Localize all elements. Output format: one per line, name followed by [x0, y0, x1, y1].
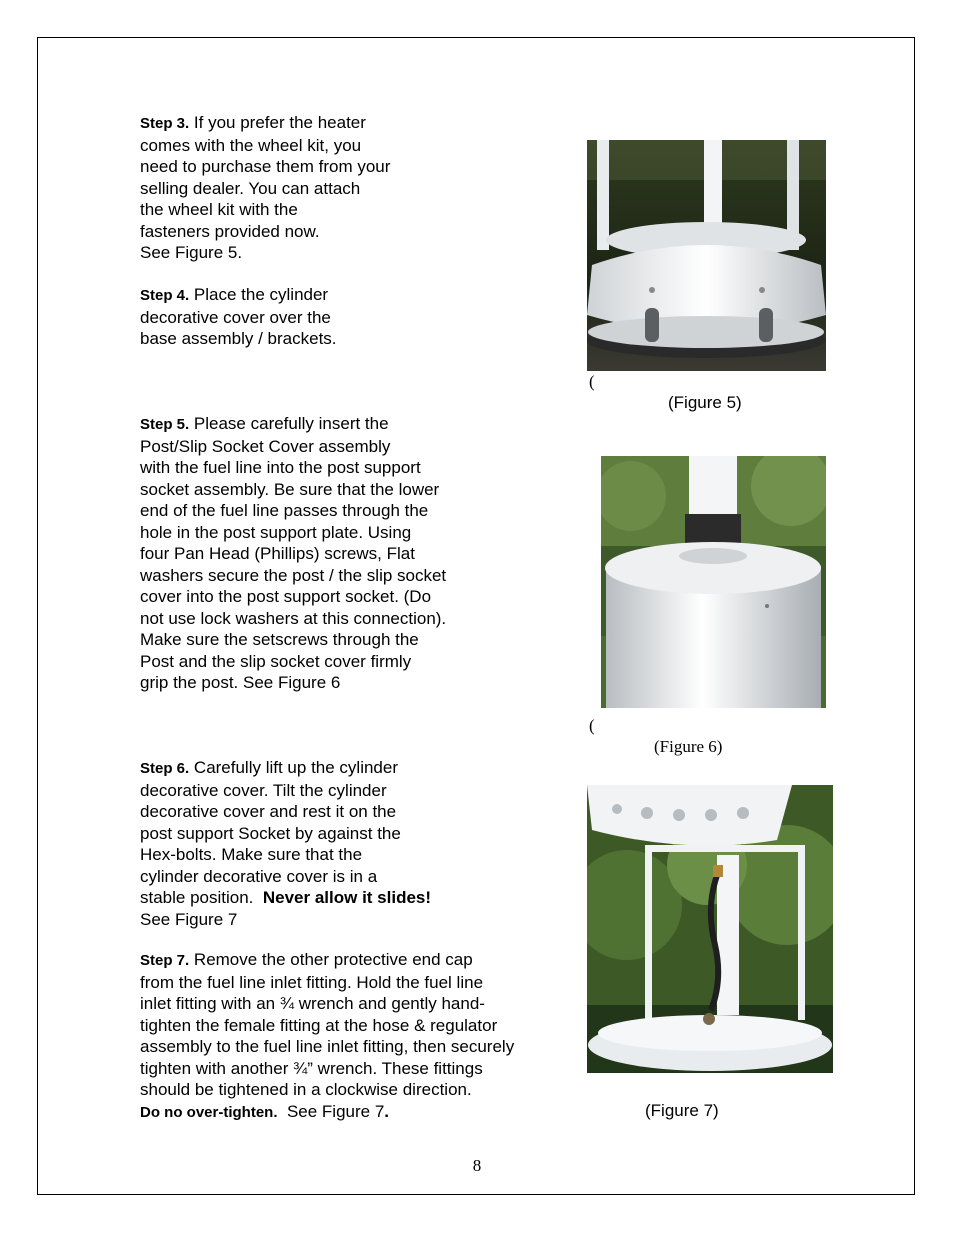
step-6-line-7: stable position. [140, 888, 263, 907]
figure-7-caption: (Figure 7) [645, 1101, 719, 1120]
step-7-line-6: tighten with another ¾” wrench. These fittings [140, 1058, 483, 1078]
step-7-line-5: assembly to the fuel line inlet fitting, then securely [140, 1037, 515, 1056]
figure-5-stray-mark: ( [589, 372, 595, 391]
step-6-line-4: post support Socket by against the [140, 823, 401, 843]
step-5-label: Step 5. [140, 416, 190, 433]
step-5-line-6: hole in the post support plate. Using [140, 522, 412, 542]
step-5-line-7: four Pan Head (Phillips) screws, Flat [140, 544, 415, 563]
step-5-line-13: grip the post. See Figure 6 [140, 673, 341, 692]
step-7-text [140, 949, 514, 1123]
step-6-line-5: Hex-bolts. Make sure that the [140, 845, 363, 864]
step-3-line-4: selling dealer. You can attach [140, 178, 361, 198]
step-7-line-8: See Figure 7 [277, 1101, 385, 1121]
step-5-line-2: Post/Slip Socket Cover assembly [140, 436, 391, 456]
step-3-line-3: need to purchase them from your [140, 157, 391, 176]
step-5-line-9: cover into the post support socket. (Do [140, 587, 432, 606]
step-5-line-1: Please carefully insert the [189, 414, 389, 433]
page-number: 8 [472, 1156, 482, 1175]
step-5-line-12: Post and the slip socket cover firmly [140, 651, 412, 671]
step-7-label: Step 7. [140, 952, 190, 969]
step-4-label: Step 4. [140, 287, 190, 304]
step-4-line-3: base assembly / brackets. [140, 329, 337, 348]
figure-6-photo [601, 456, 826, 708]
step-6-line-6: cylinder decorative cover is in a [140, 866, 378, 886]
step-3-line-6: fasteners provided now. [140, 221, 320, 241]
step-6-label: Step 6. [140, 760, 190, 777]
step-4-line-1: Place the cylinder [189, 285, 329, 304]
step-5-line-3: with the fuel line into the post support [140, 458, 421, 477]
step-4-line-2: decorative cover over the [140, 307, 331, 327]
step-3-label: Step 3. [140, 115, 190, 132]
step-3-line-2: comes with the wheel kit, you [140, 135, 362, 155]
step-7-line-3: inlet fitting with an ¾ wrench and gently hand- [140, 994, 485, 1013]
step-4-text [140, 284, 337, 350]
step-7-line-1: Remove the other protective end cap [189, 950, 473, 969]
step-7-warning: Do no over-tighten. [140, 1103, 278, 1121]
step-5-text [140, 413, 446, 694]
step-7-period: . [384, 1101, 390, 1121]
step-7-line-4: tighten the female fitting at the hose & regulator [140, 1015, 498, 1035]
step-7-line-2: from the fuel line inlet fitting. Hold the fuel line [140, 972, 484, 992]
figure-6-stray-mark: ( [589, 716, 595, 735]
step-5-line-8: washers secure the post / the slip socket [140, 565, 447, 585]
step-3-line-7: See Figure 5. [140, 243, 243, 262]
step-3-line-5: the wheel kit with the [140, 200, 298, 219]
step-6-line-3: decorative cover and rest it on the [140, 802, 397, 821]
step-3-text [140, 112, 390, 264]
step-6-text [140, 757, 431, 930]
figure-6-caption: (Figure 6) [654, 737, 723, 756]
step-6-line-8: See Figure 7 [140, 909, 238, 929]
step-3-line-1: If you prefer the heater [189, 113, 366, 132]
figure-5-photo [587, 140, 826, 371]
figure-5-caption: (Figure 5) [668, 393, 742, 412]
figure-7-photo [587, 785, 833, 1073]
step-7-line-7: should be tightened in a clockwise direction. [140, 1080, 472, 1099]
step-5-line-10: not use lock washers at this connection). [140, 608, 447, 628]
step-5-line-4: socket assembly. Be sure that the lower [140, 479, 440, 499]
step-5-line-11: Make sure the setscrews through the [140, 630, 419, 649]
step-6-warning: Never allow it slides! [262, 888, 432, 907]
step-5-line-5: end of the fuel line passes through the [140, 501, 429, 520]
step-6-line-1: Carefully lift up the cylinder [189, 758, 399, 777]
step-6-line-2: decorative cover. Tilt the cylinder [140, 780, 387, 800]
